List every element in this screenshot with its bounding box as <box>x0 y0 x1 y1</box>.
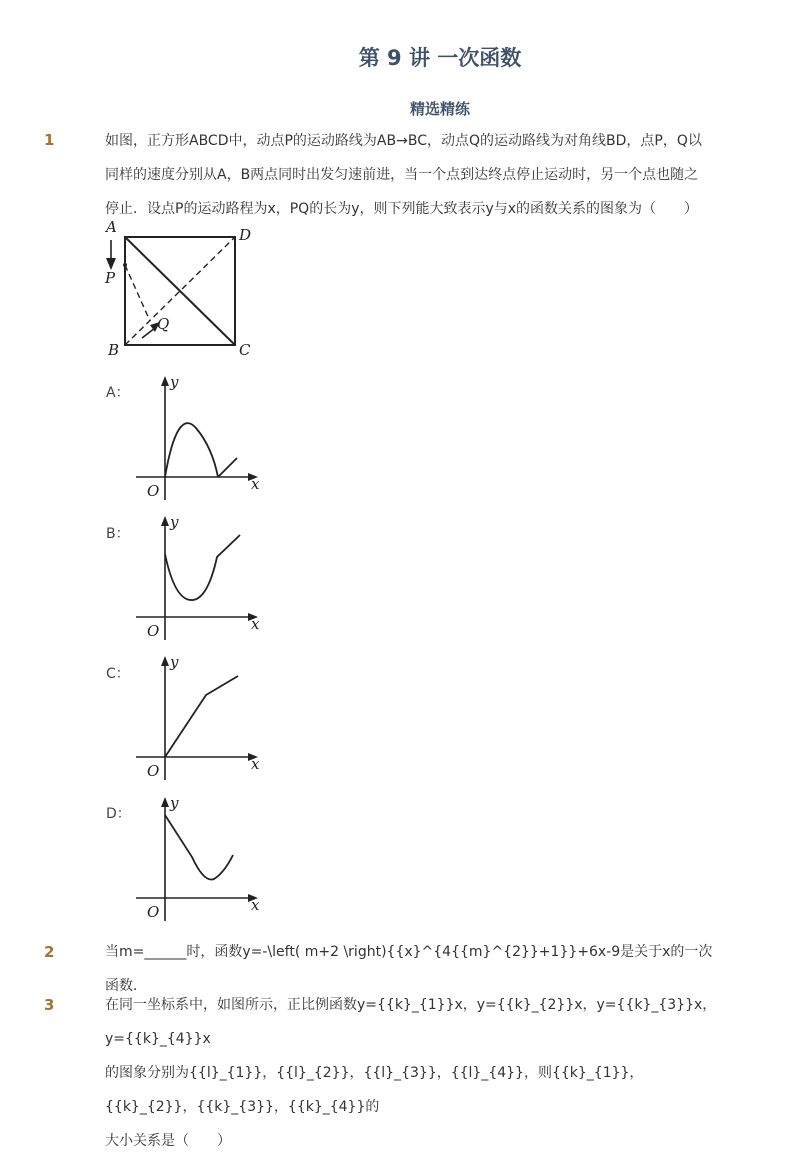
label-a: A <box>106 218 117 236</box>
x-axis-label: x <box>251 896 260 914</box>
y-axis-label: y <box>170 653 179 671</box>
question-1-number: 1 <box>44 131 55 149</box>
option-a-label: A： <box>106 385 130 401</box>
question-1-line-3: 停止．设点P的运动路程为x，PQ的长为y，则下列能大致表示y与x的函数关系的图象为（ ） <box>105 201 699 217</box>
origin-label: O <box>147 622 160 640</box>
label-p: P <box>105 269 116 287</box>
question-2-text: 当m=______时，函数y=-\left( m+2 \right){{x}^{4{{m}^{2}}+1}}+6x-9是关于x的一次函数． <box>105 944 713 994</box>
option-c-graph <box>130 652 270 782</box>
option-c-label: C： <box>106 666 130 682</box>
y-axis-arrow <box>161 376 169 386</box>
origin-label: O <box>147 903 160 921</box>
option-b-label: B： <box>106 526 130 542</box>
label-q: Q <box>157 315 170 333</box>
y-axis-arrow <box>161 516 169 526</box>
question-3-number: 3 <box>44 996 55 1014</box>
y-axis-arrow <box>161 656 169 666</box>
question-1-text <box>105 124 717 226</box>
section-heading: 精选精练 <box>409 100 470 118</box>
y-axis-label: y <box>170 373 179 391</box>
question-3-line-3: 大小关系是（ ） <box>105 1133 231 1149</box>
question-1-line-1: 如图，正方形ABCD中，动点P的运动路线为AB→BC，动点Q的运动路线为对角线BD，点P，Q以 <box>105 133 702 149</box>
square-abcd-figure <box>100 218 260 363</box>
arrow-q-shaft <box>142 328 155 338</box>
x-axis-label: x <box>251 615 260 633</box>
point-p <box>123 263 127 267</box>
page-title: 第 9 讲 一次函数 <box>358 46 522 70</box>
curve <box>165 676 238 757</box>
option-a-graph <box>130 372 270 502</box>
origin-label: O <box>147 482 160 500</box>
question-1-line-2: 同样的速度分别从A，B两点同时出发匀速前进，当一个点到达终点停止运动时，另一个点也随之 <box>105 167 699 183</box>
label-d: D <box>239 226 252 244</box>
option-d-label: D： <box>106 806 131 822</box>
question-3-line-1: 在同一坐标系中，如图所示，正比例函数y={{k}_{1}}x，y={{k}_{2}}x，y={{k}_{3}}x，y={{k}_{4}}x <box>105 997 717 1047</box>
y-axis-arrow <box>161 797 169 807</box>
curve <box>165 815 233 880</box>
curve <box>165 423 237 477</box>
x-axis-label: x <box>251 475 260 493</box>
y-axis-label: y <box>170 513 179 531</box>
label-c: C <box>239 341 251 359</box>
x-axis-label: x <box>251 755 260 773</box>
y-axis-label: y <box>170 794 179 812</box>
origin-label: O <box>147 762 160 780</box>
option-d-graph <box>130 793 270 923</box>
label-b: B <box>108 341 120 359</box>
question-2-number: 2 <box>44 943 55 961</box>
segment-pq-dashed <box>125 265 150 321</box>
curve <box>165 535 240 600</box>
option-b-graph <box>130 512 270 642</box>
question-3-line-2: 的图象分别为{{l}_{1}}，{{l}_{2}}，{{l}_{3}}，{{l}_{4}}，则{{k}_{1}}，{{k}_{2}}，{{k}_{3}}，{{k}_{4}}的 <box>105 1065 644 1115</box>
